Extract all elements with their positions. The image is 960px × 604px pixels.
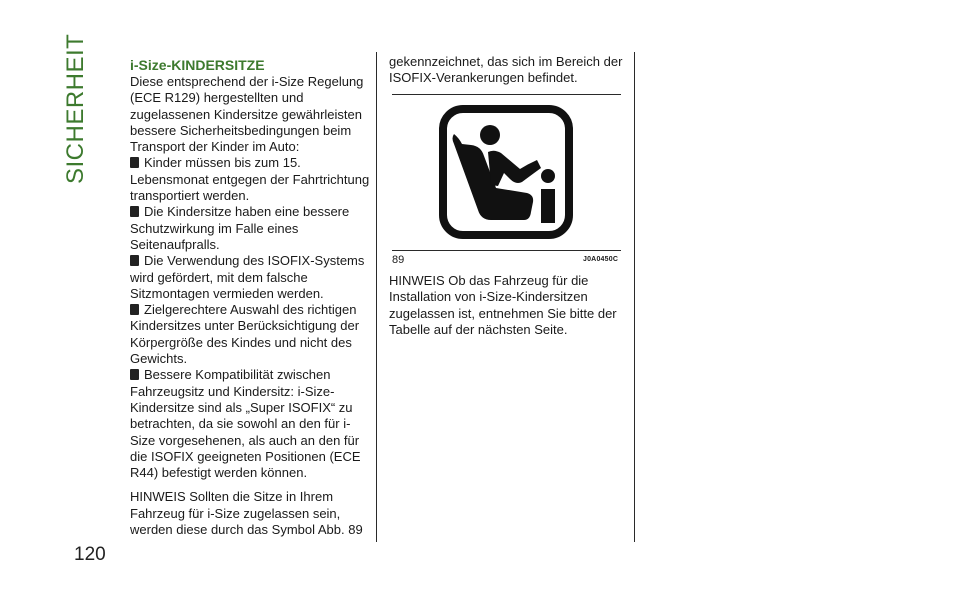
- figure-top-rule: [392, 94, 621, 95]
- bullet-text: Kinder müssen bis zum 15. Lebensmonat entgegen der Fahrtrichtung transportiert werden.: [130, 155, 370, 204]
- section-heading: i-Size-KINDERSITZE: [130, 57, 265, 73]
- list-item: [130, 155, 370, 204]
- list-item: [130, 302, 370, 367]
- left-column: [130, 57, 370, 538]
- note-paragraph-right: HINWEIS Ob das Fahrzeug für die Installation von i-Size-Kindersitzen zugelassen ist, entnehmen Sie bitte der Tabelle auf der nächsten Seite.: [389, 273, 617, 337]
- column-divider-right: [634, 52, 635, 542]
- bullet-text: Bessere Kompatibilität zwischen Fahrzeugsitz und Kindersitz: i-Size-Kindersitze sind als „Super ISOFIX“ zu betrachten, da sie sowohl an den für i-Size vorgesehenen, als auch an den für die ISOFIX geeigneten Positionen (ECE R44) befestigt werden können.: [130, 367, 361, 481]
- figure-code: J0A0450C: [583, 256, 619, 263]
- note-paragraph: HINWEIS Sollten die Sitze in Ihrem Fahrzeug für i-Size zugelassen sein, werden diese durch das Symbol Abb. 89: [130, 489, 363, 538]
- intro-paragraph: Diese entsprechend der i-Size Regelung (ECE R129) hergestellten und zugelassenen Kindersitze gewährleisten bessere Sicherheitsbedingungen beim Transport der Kinder im Auto:: [130, 74, 364, 155]
- figure-number: 89: [392, 254, 405, 266]
- bullet-text: Zielgerechtere Auswahl des richtigen Kindersitzes unter Berücksichtigung der Körpergröße des Kindes und nicht des Gewichts.: [130, 302, 360, 367]
- bullet-icon: [130, 304, 139, 315]
- list-item: [130, 204, 370, 253]
- bullet-icon: [130, 206, 139, 217]
- bullet-text: Die Verwendung des ISOFIX-Systems wird gefördert, mit dem falsche Sitzmontagen vermieden werden.: [130, 253, 365, 301]
- bullet-list: [130, 155, 370, 481]
- figure-bottom-rule: [392, 250, 621, 251]
- bullet-text: Die Kindersitze haben eine bessere Schutzwirkung im Falle eines Seitenaufpralls.: [130, 204, 350, 252]
- bullet-icon: [130, 369, 139, 380]
- bullet-icon: [130, 255, 139, 266]
- i-size-child-seat-icon: [438, 104, 574, 240]
- list-item: [130, 253, 370, 302]
- section-title: SICHERHEIT: [62, 33, 89, 184]
- page-number: 120: [74, 544, 106, 565]
- right-column-continuation: gekennzeichnet, das sich im Bereich der ISOFIX-Verankerungen befindet.: [389, 54, 623, 86]
- column-divider-left: [376, 52, 377, 542]
- bullet-icon: [130, 157, 139, 168]
- list-item: [130, 367, 370, 481]
